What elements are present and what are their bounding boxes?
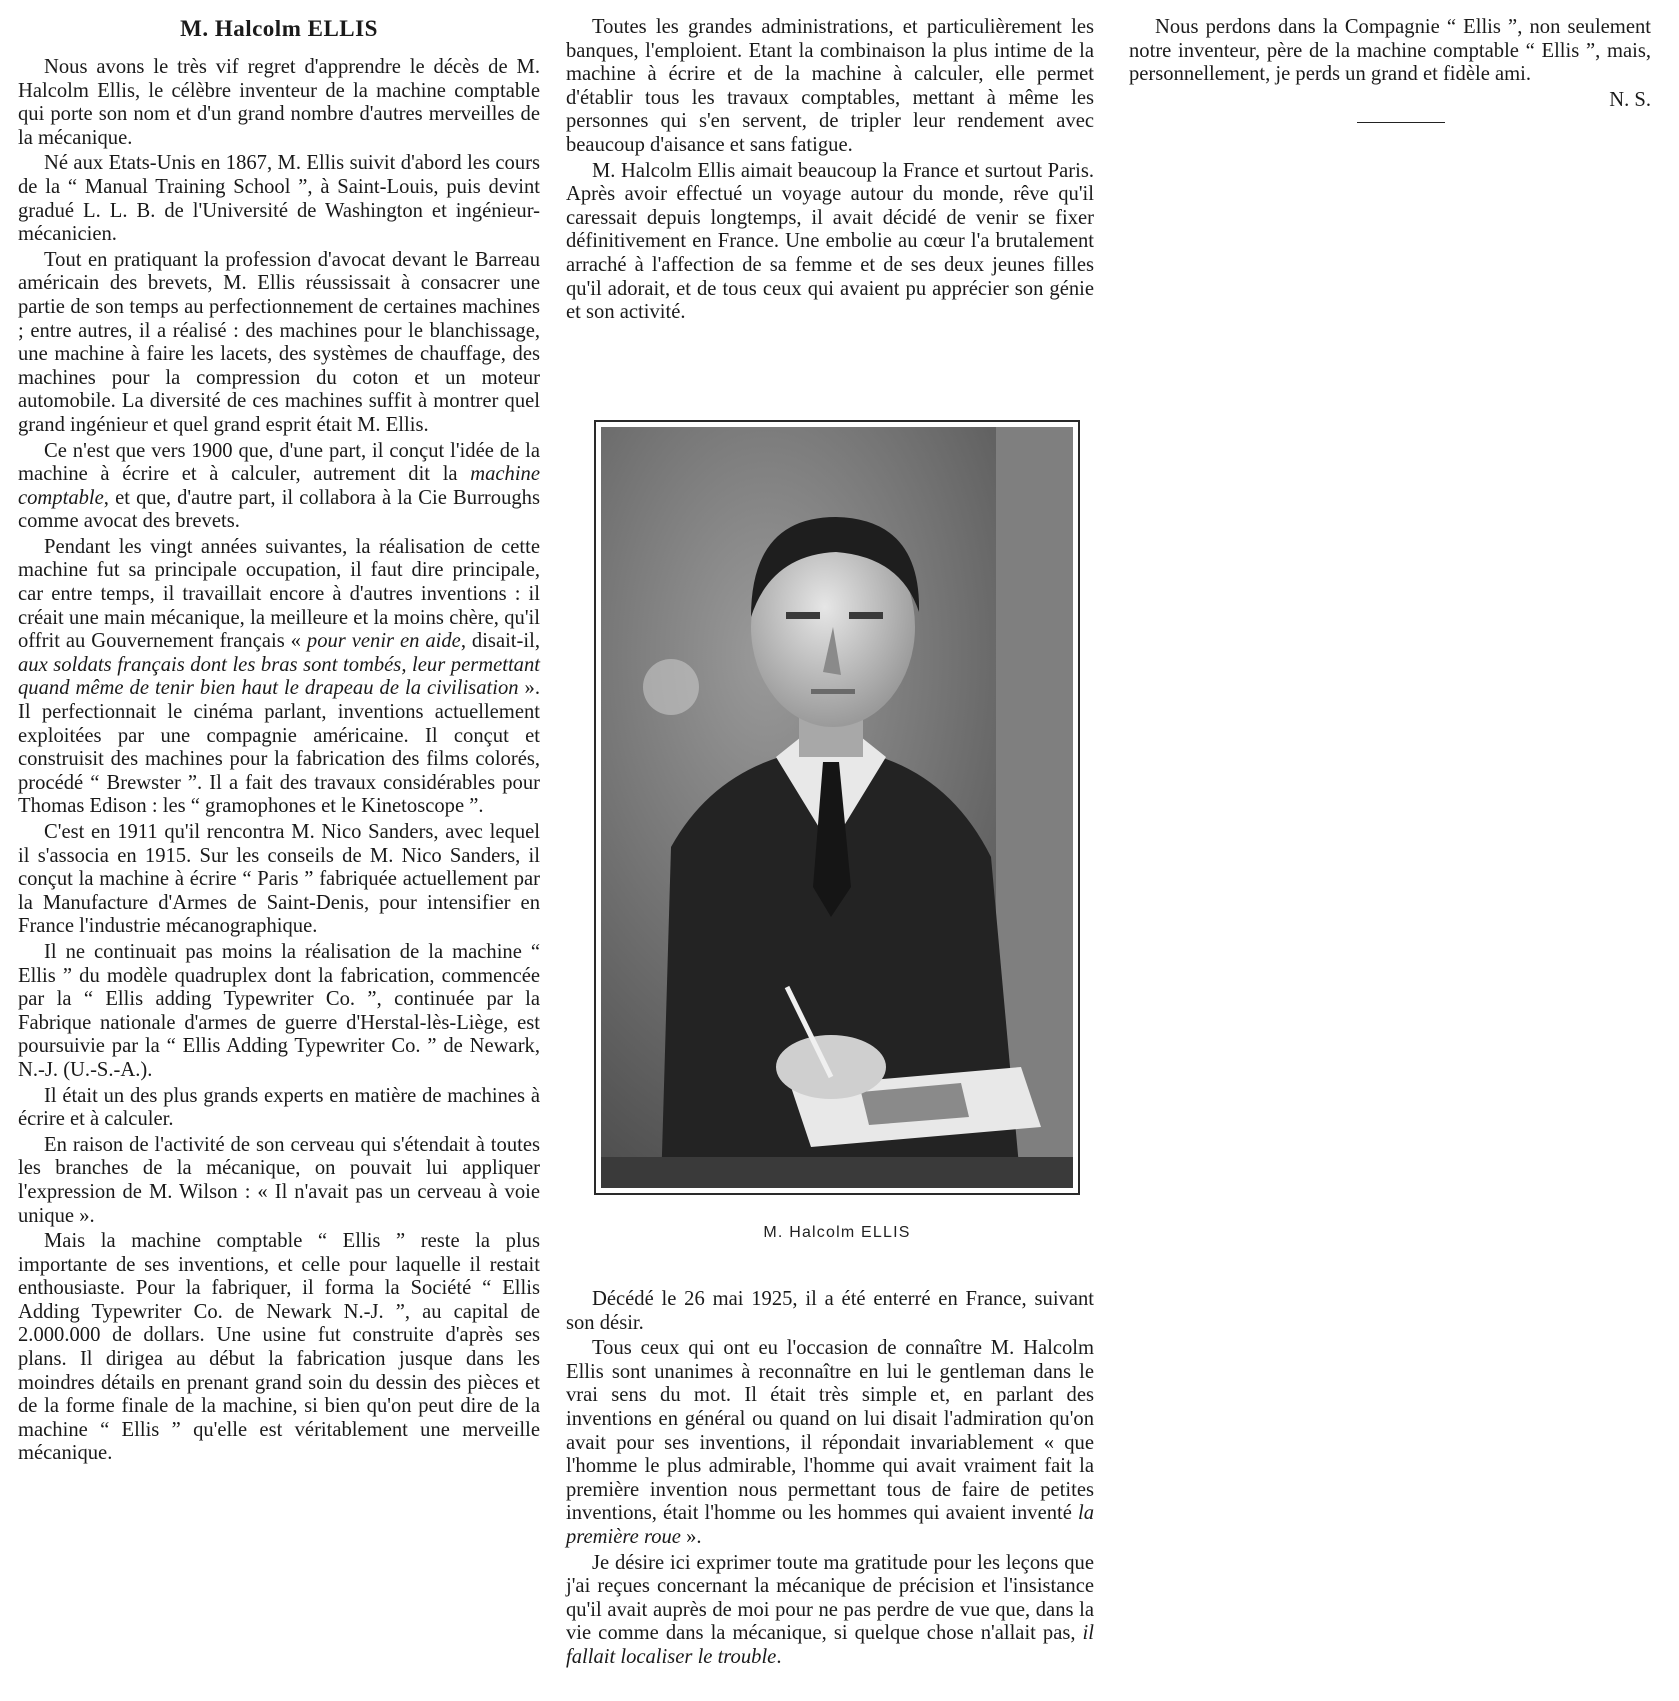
portrait-illustration xyxy=(601,427,1073,1188)
paragraph-10: Mais la machine comptable “ Ellis ” reste la plus importante de ses inventions, et celle pour laquelle il restait enthousiaste. Pour la fabriquer, il forma la Société “ Ellis Adding Typewriter Co. de Newark N.-J. ”, au capital de 2.000.000 de dollars. Une usine fut construite d'après ses plans. Il dirigea au début la fabrication jusque dans les moindres détails en prenant grand soin du dessin des pièces et de la forme finale de la machine, si bien qu'on peut dire de la machine “ Ellis ” qu'elle est véritablement une merveille mécanique. xyxy=(18,1230,540,1465)
portrait-photo xyxy=(594,420,1080,1195)
paragraph-14-text-b: ». xyxy=(680,1525,702,1548)
article-signature: N. S. xyxy=(1609,88,1651,111)
paragraph-5 xyxy=(18,536,540,819)
column-1 xyxy=(18,16,540,1468)
paragraph-15-emphasis: il fallait localiser le trouble xyxy=(566,1622,1094,1668)
paragraph-2: Né aux Etats-Unis en 1867, M. Ellis suivit d'abord les cours de la “ Manual Training School ”, à Saint-Louis, puis devint gradué L. L. B. de l'Université de Washington et ingénieur-mécanicien. xyxy=(18,152,540,246)
paragraph-4-emphasis: machine comptable xyxy=(18,463,540,509)
paragraph-6: C'est en 1911 qu'il rencontra M. Nico Sanders, avec lequel il s'associa en 1915. Sur les conseils de M. Nico Sanders, il conçut la machine à écrire “ Paris ” fabriquée actuellement par la Manufacture d'Armes de Saint-Denis, pour intensifier en France l'industrie mécanographique. xyxy=(18,821,540,938)
paragraph-15 xyxy=(566,1552,1094,1670)
paragraph-13: Décédé le 26 mai 1925, il a été enterré en France, suivant son désir. xyxy=(566,1288,1094,1334)
paragraph-14-text-a: Tous ceux qui ont eu l'occasion de connaître M. Halcolm Ellis sont unanimes à reconnaître en lui le gentleman dans le vrai sens du mot. Il était très simple et, en parlant des inventions en général ou quand on lui disait l'admiration qu'on avait pour ses inventions, il répondait invariablement « que l'homme le plus admirable, l'homme qui avait vraiment fait la première invention nous permettant tous de faire de petites inventions, était l'homme ou les hommes qui avaient inventé xyxy=(566,1337,1094,1525)
signature-row xyxy=(1129,89,1651,113)
column-2-bottom xyxy=(566,1288,1094,1672)
paragraph-14-emphasis: la première roue xyxy=(566,1502,1094,1548)
photo-caption: M. Halcolm ELLIS xyxy=(763,1224,911,1241)
paragraph-12: M. Halcolm Ellis aimait beaucoup la France et surtout Paris. Après avoir effectué un voyage autour du monde, rêve qu'il caressait depuis longtemps, il avait décidé de venir se fixer définitivement en France. Une embolie au cœur l'a brutalement arraché à l'affection de sa femme et de ses deux jeunes filles qu'il adorait, et de tous ceux qui avaient pu apprécier son génie et son activité. xyxy=(566,159,1094,324)
paragraph-8: Il était un des plus grands experts en matière de machines à écrire et à calculer. xyxy=(18,1084,540,1131)
paragraph-5-text-b: , disait-il, xyxy=(460,630,540,653)
paragraph-5-text-a: Pendant les vingt années suivantes, la réalisation de cette machine fut sa principale occupation, il faut dire principale, car entre temps, il travaillait encore à d'autres inventions : il créait une main mécanique, la meilleure et la moins chère, qu'il offrit au Gouvernement français « xyxy=(18,535,540,653)
paragraph-3: Tout en pratiquant la profession d'avocat devant le Barreau américain des brevets, M. Ellis réussissait à consacrer une partie de son temps au perfectionnement de certaines machines ; entre autres, il a réalisé : des machines pour le blanchissage, une machine à faire les lacets, des systèmes de chauffage, des machines pour la compression du coton et un moteur automobile. La diversité de ces machines suffit à montrer quel grand ingénieur et quel grand esprit était M. Ellis. xyxy=(18,248,540,436)
paragraph-5-text-c: ». Il perfectionnait le cinéma parlant, inventions actuellement exploitées par une compagnie américaine. Il conçut et construisit des machines pour la fabrication des films colorés, procédé “ Brewster ”. Il a fait des travaux considérables pour Thomas Edison : les “ gramophones et le Kinetoscope ”. xyxy=(18,677,541,818)
paragraph-4-text-b: , et que, d'autre part, il collabora à la Cie Burroughs comme avocat des brevets. xyxy=(18,486,540,533)
paragraph-4-text-a: Ce n'est que vers 1900 que, d'une part, il conçut l'idée de la machine à écrire et à calculer, autrement dit la xyxy=(18,439,540,486)
paragraph-5-emphasis-1: pour venir en aide xyxy=(306,630,461,653)
column-3 xyxy=(1129,16,1651,123)
portrait-image xyxy=(601,427,1073,1188)
paragraph-15-text-b: . xyxy=(776,1645,782,1668)
paragraph-1: Nous avons le très vif regret d'apprendre le décès de M. Halcolm Ellis, le célèbre inventeur de la machine comptable qui porte son nom et d'un grand nombre d'autres merveilles de la mécanique. xyxy=(18,56,540,149)
paragraph-7: Il ne continuait pas moins la réalisation de la machine “ Ellis ” du modèle quadruplex dont la fabrication, commencée par la “ Ellis adding Typewriter Co. ”, continuée par la Fabrique nationale d'armes de guerre d'Herstal-lès-Liège, est poursuivie par la “ Ellis Adding Typewriter Co. ” de Newark, N.-J. (U.-S.-A.). xyxy=(18,940,540,1081)
paragraph-16: Nous perdons dans la Compagnie “ Ellis ”, non seulement notre inventeur, père de la machine comptable “ Ellis ”, mais, personnellement, je perds un grand et fidèle ami. xyxy=(1129,16,1651,86)
column-2-top xyxy=(566,16,1094,327)
article-title: M. Halcolm ELLIS xyxy=(180,16,378,41)
paragraph-5-emphasis-2: aux soldats français dont les bras sont tombés, leur permettant quand même de tenir bien haut le drapeau de la civilisation xyxy=(18,653,540,700)
paragraph-4 xyxy=(18,440,540,534)
paragraph-9: En raison de l'activité de son cerveau qui s'étendait à toutes les branches de la mécanique, on pouvait lui appliquer l'expression de M. Wilson : « Il n'avait pas un cerveau à voie unique ». xyxy=(18,1133,540,1227)
paragraph-11: Toutes les grandes administrations, et particulièrement les banques, l'emploient. Etant la combinaison la plus intime de la machine à écrire et de la machine à calculer, elle permet d'établir tous les travaux comptables, mettant à même les personnes qui s'en servent, de tripler leur rendement avec beaucoup d'aisance et sans fatigue. xyxy=(566,16,1094,156)
paragraph-14 xyxy=(566,1337,1094,1549)
end-rule xyxy=(1357,122,1445,123)
paragraph-15-text-a: Je désire ici exprimer toute ma gratitude pour les leçons que j'ai reçues concernant la mécanique de précision et l'insistance qu'il avait auprès de moi pour ne pas perdre de vue que, dans la vie comme dans la mécanique, si quelque chose n'allait pas, xyxy=(566,1551,1094,1645)
